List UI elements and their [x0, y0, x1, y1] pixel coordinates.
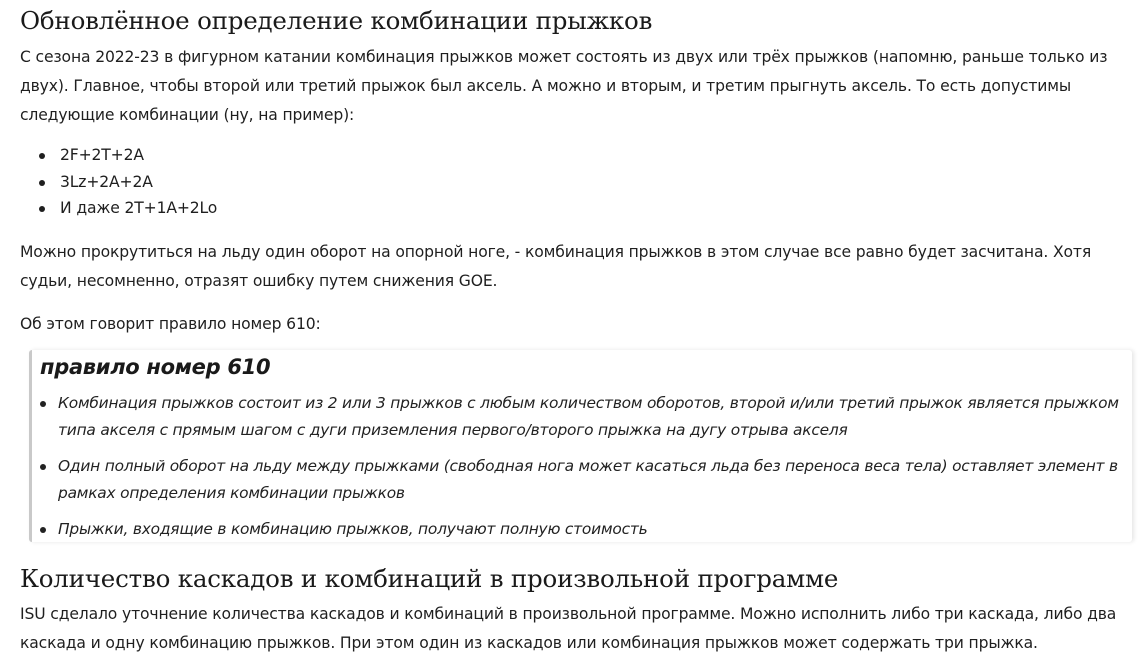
rule-reference-paragraph: Об этом говорит правило номер 610:	[20, 315, 321, 333]
section-heading-combination-definition: Обновлённое определение комбинации прыжков	[20, 6, 653, 35]
cascades-paragraph: ISU сделало уточнение количества каскадов и комбинаций в произвольной программе. Можно исполнить либо три каскада, либо два каскада и одну комбинацию прыжков. При этом один из каскадов или комбинация прыжков может содержать три прыжка.	[20, 605, 1117, 652]
rotation-paragraph: Можно прокрутиться на льду один оборот на опорной ноге, - комбинация прыжков в этом случае все равно будет засчитана. Хотя судьи, несомненно, отразят ошибку путем снижения GOE.	[20, 243, 1092, 290]
list-item: 3Lz+2A+2A	[20, 169, 217, 196]
rule-item: Комбинация прыжков состоит из 2 или 3 прыжков с любым количеством оборотов, второй и/или третий прыжок является прыжком типа акселя с прямым шагом с дуги приземления первого/второго прыжка на дугу отрыва акселя	[32, 390, 1126, 444]
rule-items-list	[32, 390, 1126, 552]
rule-item: Один полный оборот на льду между прыжками (свободная нога может касаться льда без переноса веса тела) оставляет элемент в рамках определения комбинации прыжков	[32, 453, 1126, 507]
rule-item: Прыжки, входящие в комбинацию прыжков, получают полную стоимость	[32, 516, 1126, 543]
section-heading-cascades-count: Количество каскадов и комбинаций в произвольной программе	[20, 564, 839, 593]
rule-title: правило номер 610	[40, 355, 271, 379]
intro-paragraph: С сезона 2022-23 в фигурном катании комбинация прыжков может состоять из двух или трёх прыжков (напомню, раньше только из двух). Главное, чтобы второй или третий прыжок был аксель. А можно и вторым, и третим прыгнуть аксель. То есть допустимы следующие комбинации (ну, на пример):	[20, 48, 1108, 124]
list-item: И даже 2T+1A+2Lo	[20, 195, 217, 222]
combination-examples-list	[20, 142, 217, 222]
list-item: 2F+2T+2A	[20, 142, 217, 169]
rule-610-blockquote	[29, 350, 1132, 542]
